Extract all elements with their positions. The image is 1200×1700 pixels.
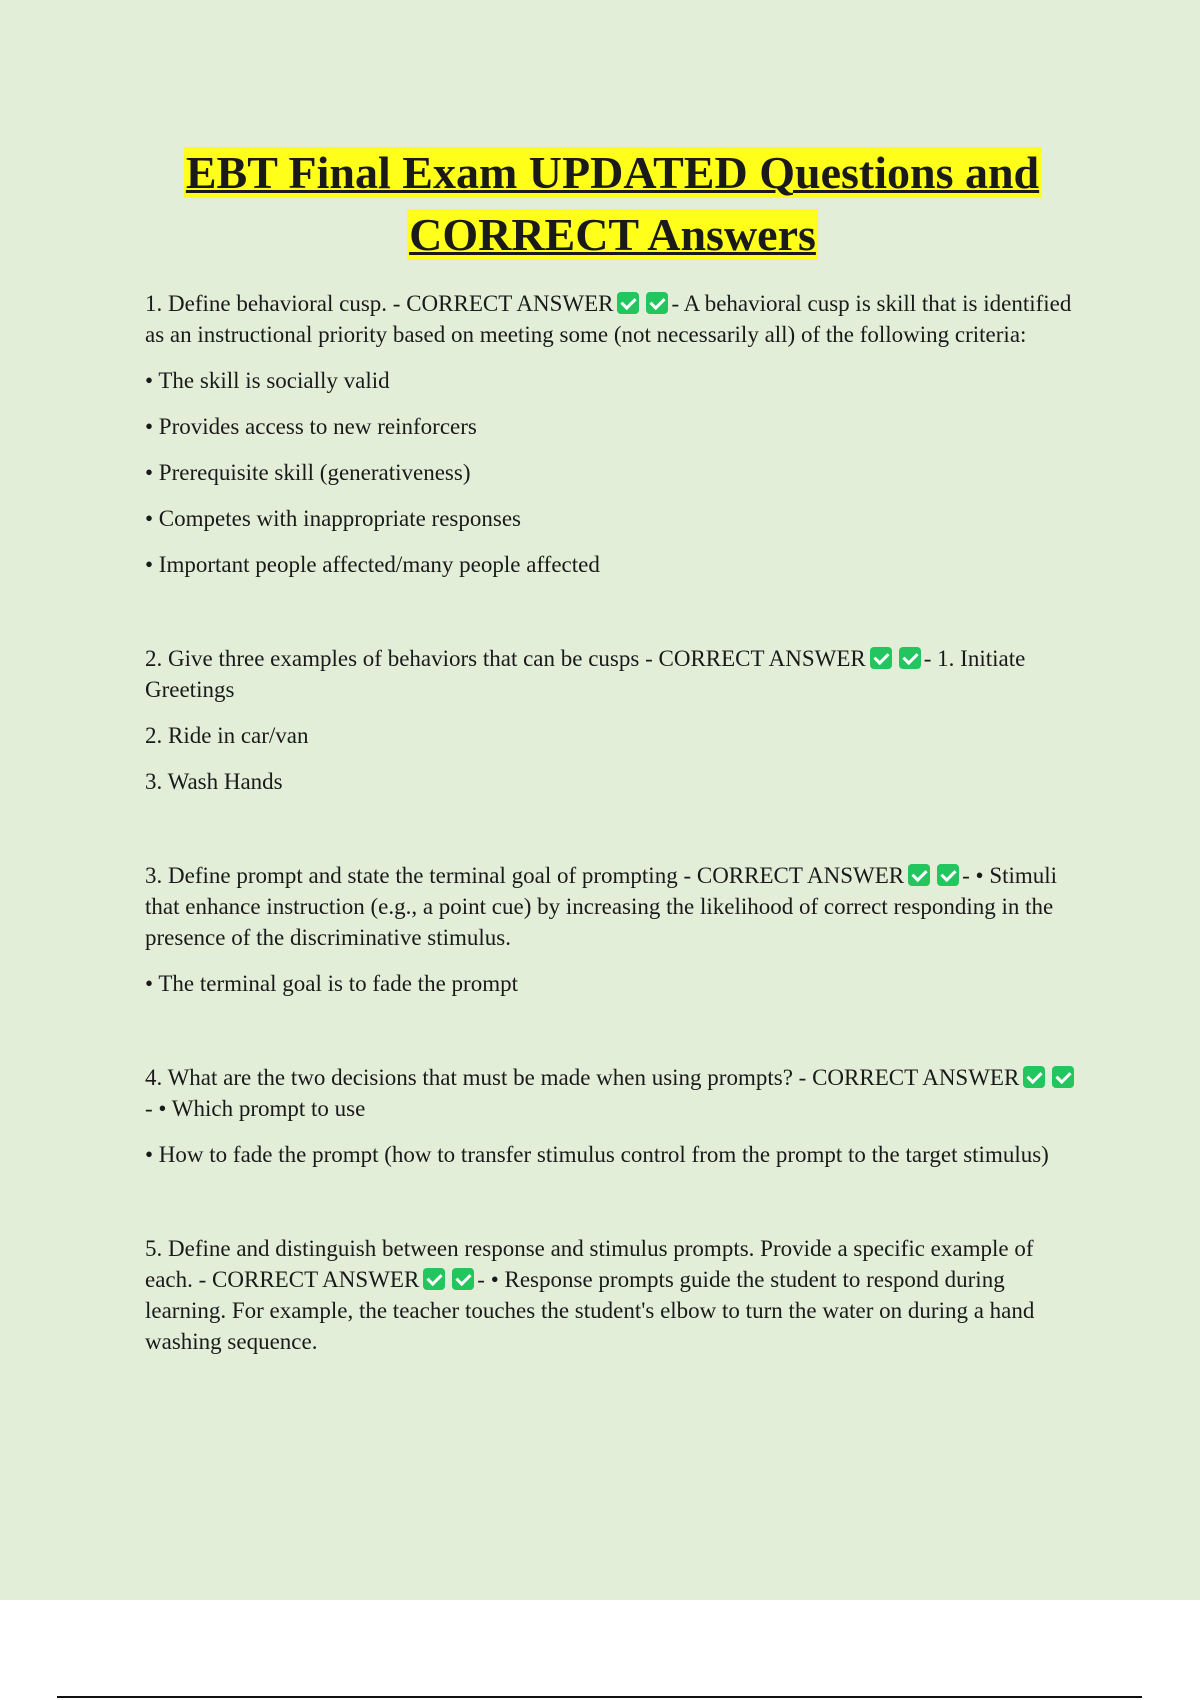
list-item: • How to fade the prompt (how to transfer stimulus control from the prompt to the target stimulus) (145, 1142, 1049, 1167)
list-item: • Competes with inappropriate responses (145, 506, 521, 531)
answer-label: CORRECT ANSWER (406, 291, 614, 316)
check-icon (646, 292, 668, 314)
check-icon (899, 647, 921, 669)
check-icon (1023, 1066, 1045, 1088)
question-4-text: 4. What are the two decisions that must be made when using prompts? - CORRECT ANSWER- • Which prompt to use (145, 1062, 1080, 1124)
title-line-2: CORRECT Answers (409, 209, 816, 260)
list-item: • Prerequisite skill (generativeness) (145, 460, 471, 485)
list-item: • The skill is socially valid (145, 368, 390, 393)
question-3-text: 3. Define prompt and state the terminal goal of prompting - CORRECT ANSWER - • Stimuli that enhance instruction (e.g., a point cue) by increasing the likelihood of correct responding in the presence of the discriminative stimulus. (145, 863, 1058, 950)
list-item: 3. Wash Hands (145, 769, 283, 794)
question-3-answer: - • Stimuli that enhance instruction (e.g., a point cue) by increasing the likelihood of correct responding in the presence of the discriminative stimulus. (145, 863, 1058, 950)
check-icon (908, 864, 930, 886)
answer-label: CORRECT ANSWER (658, 646, 866, 671)
list-item: 2. Ride in car/van (145, 723, 309, 748)
check-icon (870, 647, 892, 669)
check-icon (423, 1268, 445, 1290)
question-3 (145, 860, 1080, 1062)
page-divider (57, 1696, 1142, 1698)
question-1-answer: - A behavioral cusp is skill that is identified as an instructional priority based on meeting some (not necessarily all) of the following criteria: (145, 291, 1072, 347)
question-2-text: 2. Give three examples of behaviors that can be cusps - CORRECT ANSWER - 1. Initiate Greetings (145, 646, 1026, 702)
check-icon (452, 1268, 474, 1290)
list-item: • Important people affected/many people affected (145, 552, 600, 577)
question-5 (145, 1233, 1080, 1357)
question-1 (145, 288, 1080, 643)
question-4 (145, 1062, 1080, 1233)
document-title (145, 142, 1080, 266)
question-4-answer: - • Which prompt to use (145, 1096, 366, 1121)
check-icon (1052, 1066, 1074, 1088)
check-icon (617, 292, 639, 314)
check-icon (937, 864, 959, 886)
list-item: • The terminal goal is to fade the prompt (145, 971, 518, 996)
answer-label: CORRECT ANSWER (812, 1065, 1020, 1090)
question-1-text: 1. Define behavioral cusp. - CORRECT ANSWER - A behavioral cusp is skill that is identified as an instructional priority based on meeting some (not necessarily all) of the following criteria: (145, 291, 1072, 347)
question-2 (145, 643, 1080, 860)
question-2-answer: - 1. Initiate Greetings (145, 646, 1026, 702)
title-line-1: EBT Final Exam UPDATED Questions and (185, 147, 1040, 198)
question-5-text: 5. Define and distinguish between response and stimulus prompts. Provide a specific example of each. - CORRECT ANSWER - • Response prompts guide the student to respond during learning. For example, the teacher touches the student's elbow to turn the water on during a hand washing sequence. (145, 1236, 1035, 1354)
list-item: • Provides access to new reinforcers (145, 414, 477, 439)
answer-label: CORRECT ANSWER (212, 1267, 420, 1292)
question-5-answer: - • Response prompts guide the student to respond during learning. For example, the teacher touches the student's elbow to turn the water on during a hand washing sequence. (145, 1267, 1035, 1354)
answer-label: CORRECT ANSWER (696, 863, 905, 888)
